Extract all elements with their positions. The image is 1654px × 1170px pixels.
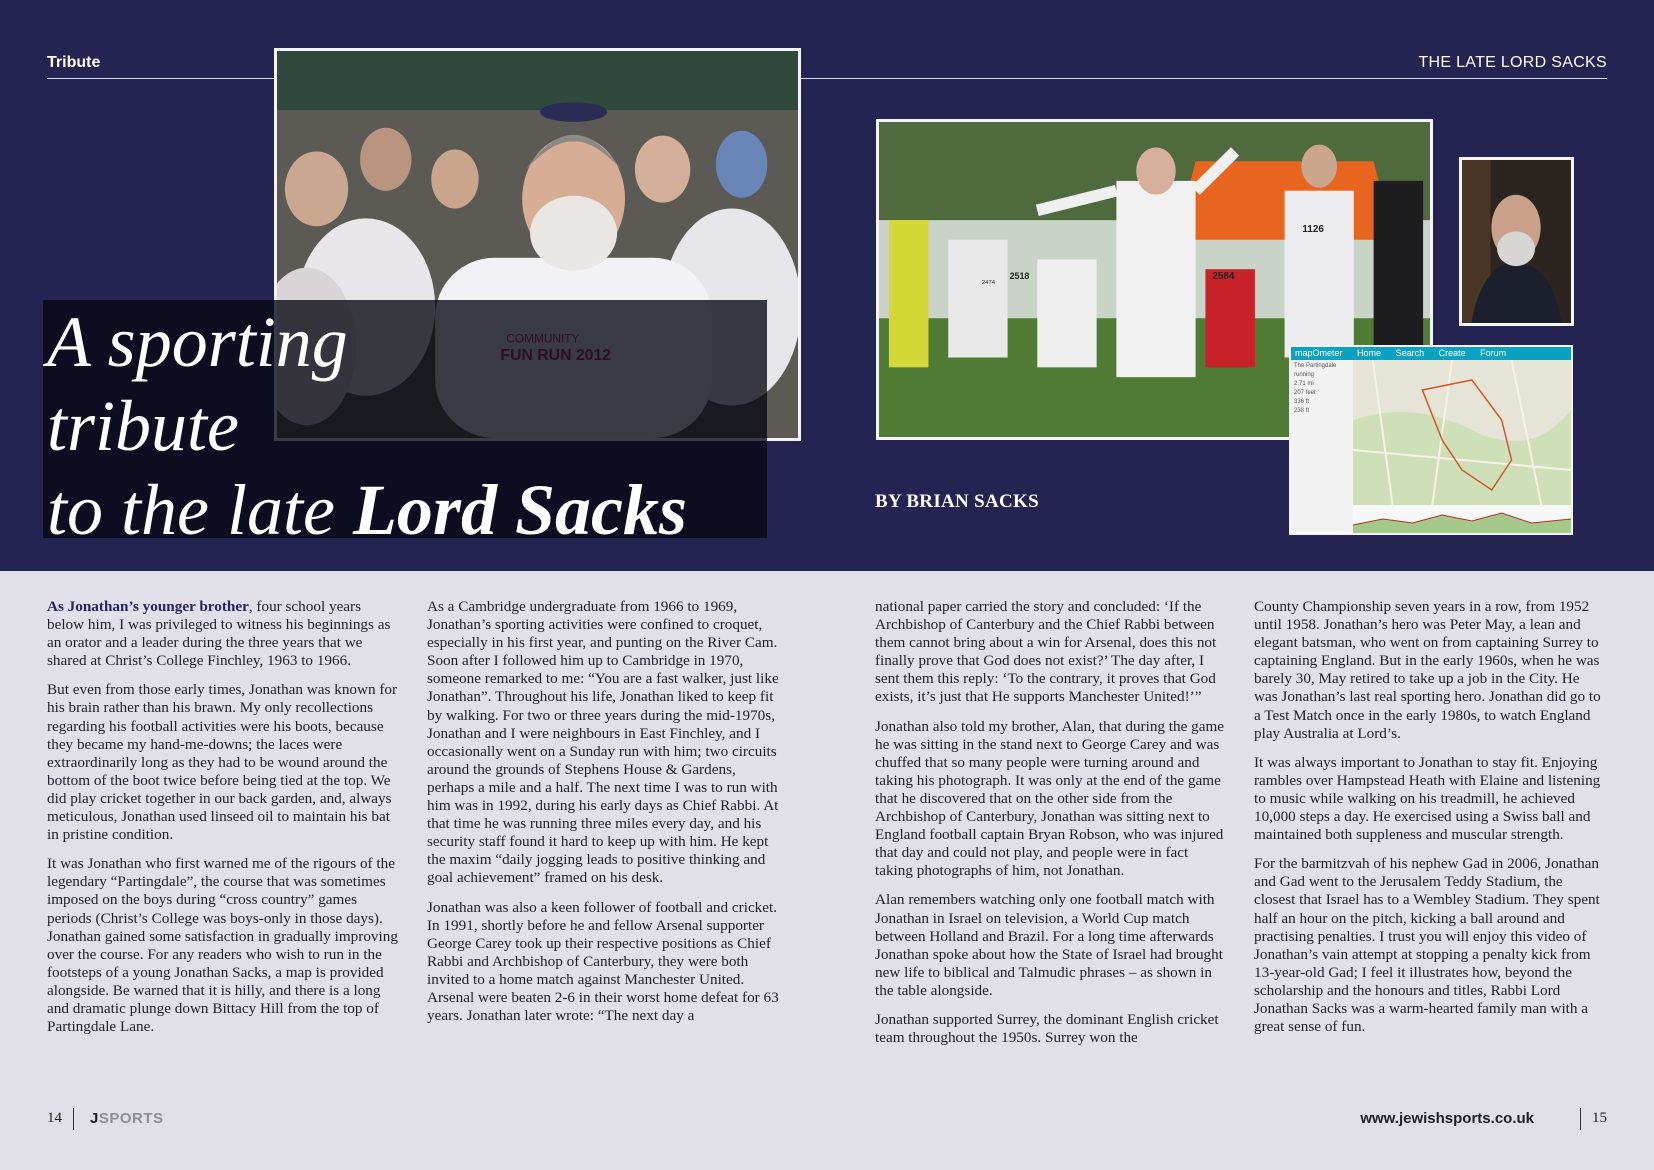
bib-2584: 2584 <box>1212 271 1235 282</box>
map-sidebar <box>1291 360 1353 532</box>
magazine-brand <box>90 1110 164 1127</box>
brand-j: J <box>90 1110 99 1127</box>
route-map-widget[interactable] <box>1289 345 1573 535</box>
map-stat-max: 336 ft <box>1294 399 1310 405</box>
section-label: Tribute <box>47 54 101 71</box>
map-elevation-profile <box>1353 505 1571 533</box>
map-brand: mapOmeter <box>1295 348 1343 358</box>
map-activity: running <box>1294 372 1315 378</box>
article-paragraph: But even from those early times, Jonathan was known for his brain rather than his brawn. My only recollections regarding his football activities were his boots, because they became my hand-me-downs; the laces were extraordinarily long as they had to be wound around the bottom of the boot twice before being tied at the top. We did play cricket together in our back garden, and, always meticulous, Jonathan used linseed oil to maintain his bat in pristine condition. <box>47 681 398 844</box>
map-nav-forum[interactable]: Forum <box>1480 348 1507 358</box>
headline-name: Lord Sacks <box>352 470 687 550</box>
article-column-3 <box>875 598 1227 1058</box>
header-rule-left <box>47 78 275 79</box>
headline-line-1: A sporting <box>47 302 348 382</box>
article-paragraph: As Jonathan’s younger brother, four school years below him, I was privileged to witness his beginnings as an orator and a leader during the three years that we shared at Christ’s College Finchley, 1963 to 1966. <box>47 598 391 670</box>
article-column-4 <box>1254 598 1606 1047</box>
footer-divider-left <box>73 1108 74 1130</box>
bib-1126: 1126 <box>1302 223 1324 235</box>
map-stat-distance: 2.71 mi <box>1294 381 1314 387</box>
page-number-right: 15 <box>1592 1110 1607 1126</box>
map-route-name: The Partingdale <box>1294 363 1337 369</box>
article-paragraph: For the barmitzvah of his nephew Gad in 2006, Jonathan and Gad went to the Jerusalem Teddy Stadium, the closest that Israel has to a Wembley Stadium. They spent half an hour on the pitch, kicking a ball around and practising penalties. I trust you will enjoy this video of Jonathan’s vain attempt at stopping a penalty kick from 13-year-old Gad; I feel it illustrates how, beyond the scholarship and the honours and titles, Rabbi Lord Jonathan Sacks was a warm-hearted family man with a great sense of fun. <box>1254 855 1600 1036</box>
lead-in: As Jonathan’s younger brother <box>47 598 249 615</box>
bib-2518: 2518 <box>1009 271 1030 282</box>
map-canvas[interactable] <box>1353 360 1571 505</box>
brand-sports: SPORTS <box>98 1110 164 1127</box>
portrait-photo <box>1459 157 1574 326</box>
article-paragraph: Alan remembers watching only one football match with Jonathan in Israel on television, a World Cup match between Holland and Brazil. For a long time afterwards Jonathan spoke about how the State of Israel had brought new life to biblical and Talmudic phrases – as shown in the table alongside. <box>875 891 1223 999</box>
article-paragraph: national paper carried the story and concluded: ‘If the Archbishop of Canterbury and the Chief Rabbi between them cannot bring about a win for Arsenal, does this not finally prove that God does not exist?’ The day after, I sent them this reply: ‘To the contrary, it proves that God exists, it’s just that He supports Manchester United!’” <box>875 598 1217 706</box>
map-nav-search[interactable]: Search <box>1395 348 1425 358</box>
article-paragraph: It was always important to Jonathan to stay fit. Enjoying rambles over Hampstead Heath with Elaine and listening to music while walking on his treadmill, he achieved 10,000 steps a day. He exercised using a Swiss ball and maintained both suppleness and muscular strength. <box>1254 753 1601 844</box>
article-paragraph: As a Cambridge undergraduate from 1966 to 1969, Jonathan’s sporting activities were confined to croquet, especially in his first year, and punting on the River Cam. Soon after I followed him up to Cambridge in 1970, someone remarked to me: “You are a fast walker, just like Jonathan”. Throughout his life, Jonathan liked to keep fit by walking. For two or three years during the mid-1970s, Jonathan and I were neighbours in East Finchley, and I occasionally went on a Sunday run with him; two circuits around the grounds of Stephens House & Gardens, perhaps a mile and a half. The next time I was to run with him was in 1992, during his early days as Chief Rabbi. At that time he was running three miles every day, and his security staff found it hard to keep up with him. He kept the maxim “daily jogging leads to positive thinking and goal achievement” framed on his desk. <box>427 598 779 887</box>
article-column-1 <box>47 598 399 1047</box>
article-paragraph: Jonathan also told my brother, Alan, that during the game he was sitting in the stand next to George Carey and was chuffed that so many people were turning around and taking his photograph. It was only at the end of the game that he discovered that on the other side from the Archbishop of Canterbury, Jonathan was sitting next to England football captain Bryan Robson, who was injured that day and could not play, and people were in fact taking photographs of him, not Jonathan. <box>875 717 1225 880</box>
headline-line-3: to the late <box>47 470 353 550</box>
page-number-left: 14 <box>47 1110 62 1126</box>
byline: BY BRIAN SACKS <box>875 491 1039 512</box>
article-paragraph: It was Jonathan who first warned me of the rigours of the legendary “Partingdale”, the course that was sometimes imposed on the boys during “cross country” games periods (Christ’s College was boys-only in those days). Jonathan gained some satisfaction in gradually improving over the course. For any readers who wish to run in the footsteps of a young Jonathan Sacks, a map is provided alongside. Be warned that it is hilly, and there is a long and dramatic plunge down Bittacy Hill from the top of Partingdale Lane. <box>47 855 398 1036</box>
map-nav-home[interactable]: Home <box>1357 348 1382 358</box>
headline-line-2: tribute <box>47 386 239 466</box>
article-paragraph: County Championship seven years in a row, from 1952 until 1958. Jonathan’s hero was Peter May, a lean and elegant batsman, who went on from captaining Surrey to captaining England. But in the early 1960s, when he was barely 30, May retired to take up a job in the City. He was Jonathan’s last real sporting hero. Jonathan did go to a Test Match once in the early 1980s, to watch England play Australia at Lord’s. <box>1254 598 1601 742</box>
website-url[interactable]: www.jewishsports.co.uk <box>1360 1110 1534 1127</box>
bib-2474: 2474 <box>981 279 996 286</box>
map-nav-create[interactable]: Create <box>1438 348 1466 358</box>
article-paragraph: Jonathan supported Surrey, the dominant English cricket team throughout the 1950s. Surrey won the <box>875 1010 1219 1047</box>
article-headline <box>43 300 767 550</box>
article-paragraph: Jonathan was also a keen follower of football and cricket. In 1991, shortly before he and fellow Arsenal supporter George Carey took up their respective positions as Chief Rabbi and Archbishop of Canterbury, they were both invited to a home match against Manchester United. Arsenal were beaten 2-6 in their worst home defeat for 63 years. Jonathan later wrote: “The next day a <box>427 898 779 1025</box>
map-stat-min: 238 ft <box>1294 408 1310 414</box>
header-rule-right <box>800 78 1607 79</box>
map-toolbar <box>1291 347 1571 360</box>
running-head: THE LATE LORD SACKS <box>1418 54 1607 71</box>
map-stat-climb: 207 feet <box>1294 390 1316 396</box>
article-column-2 <box>427 598 779 1036</box>
footer-divider-right <box>1580 1108 1581 1130</box>
